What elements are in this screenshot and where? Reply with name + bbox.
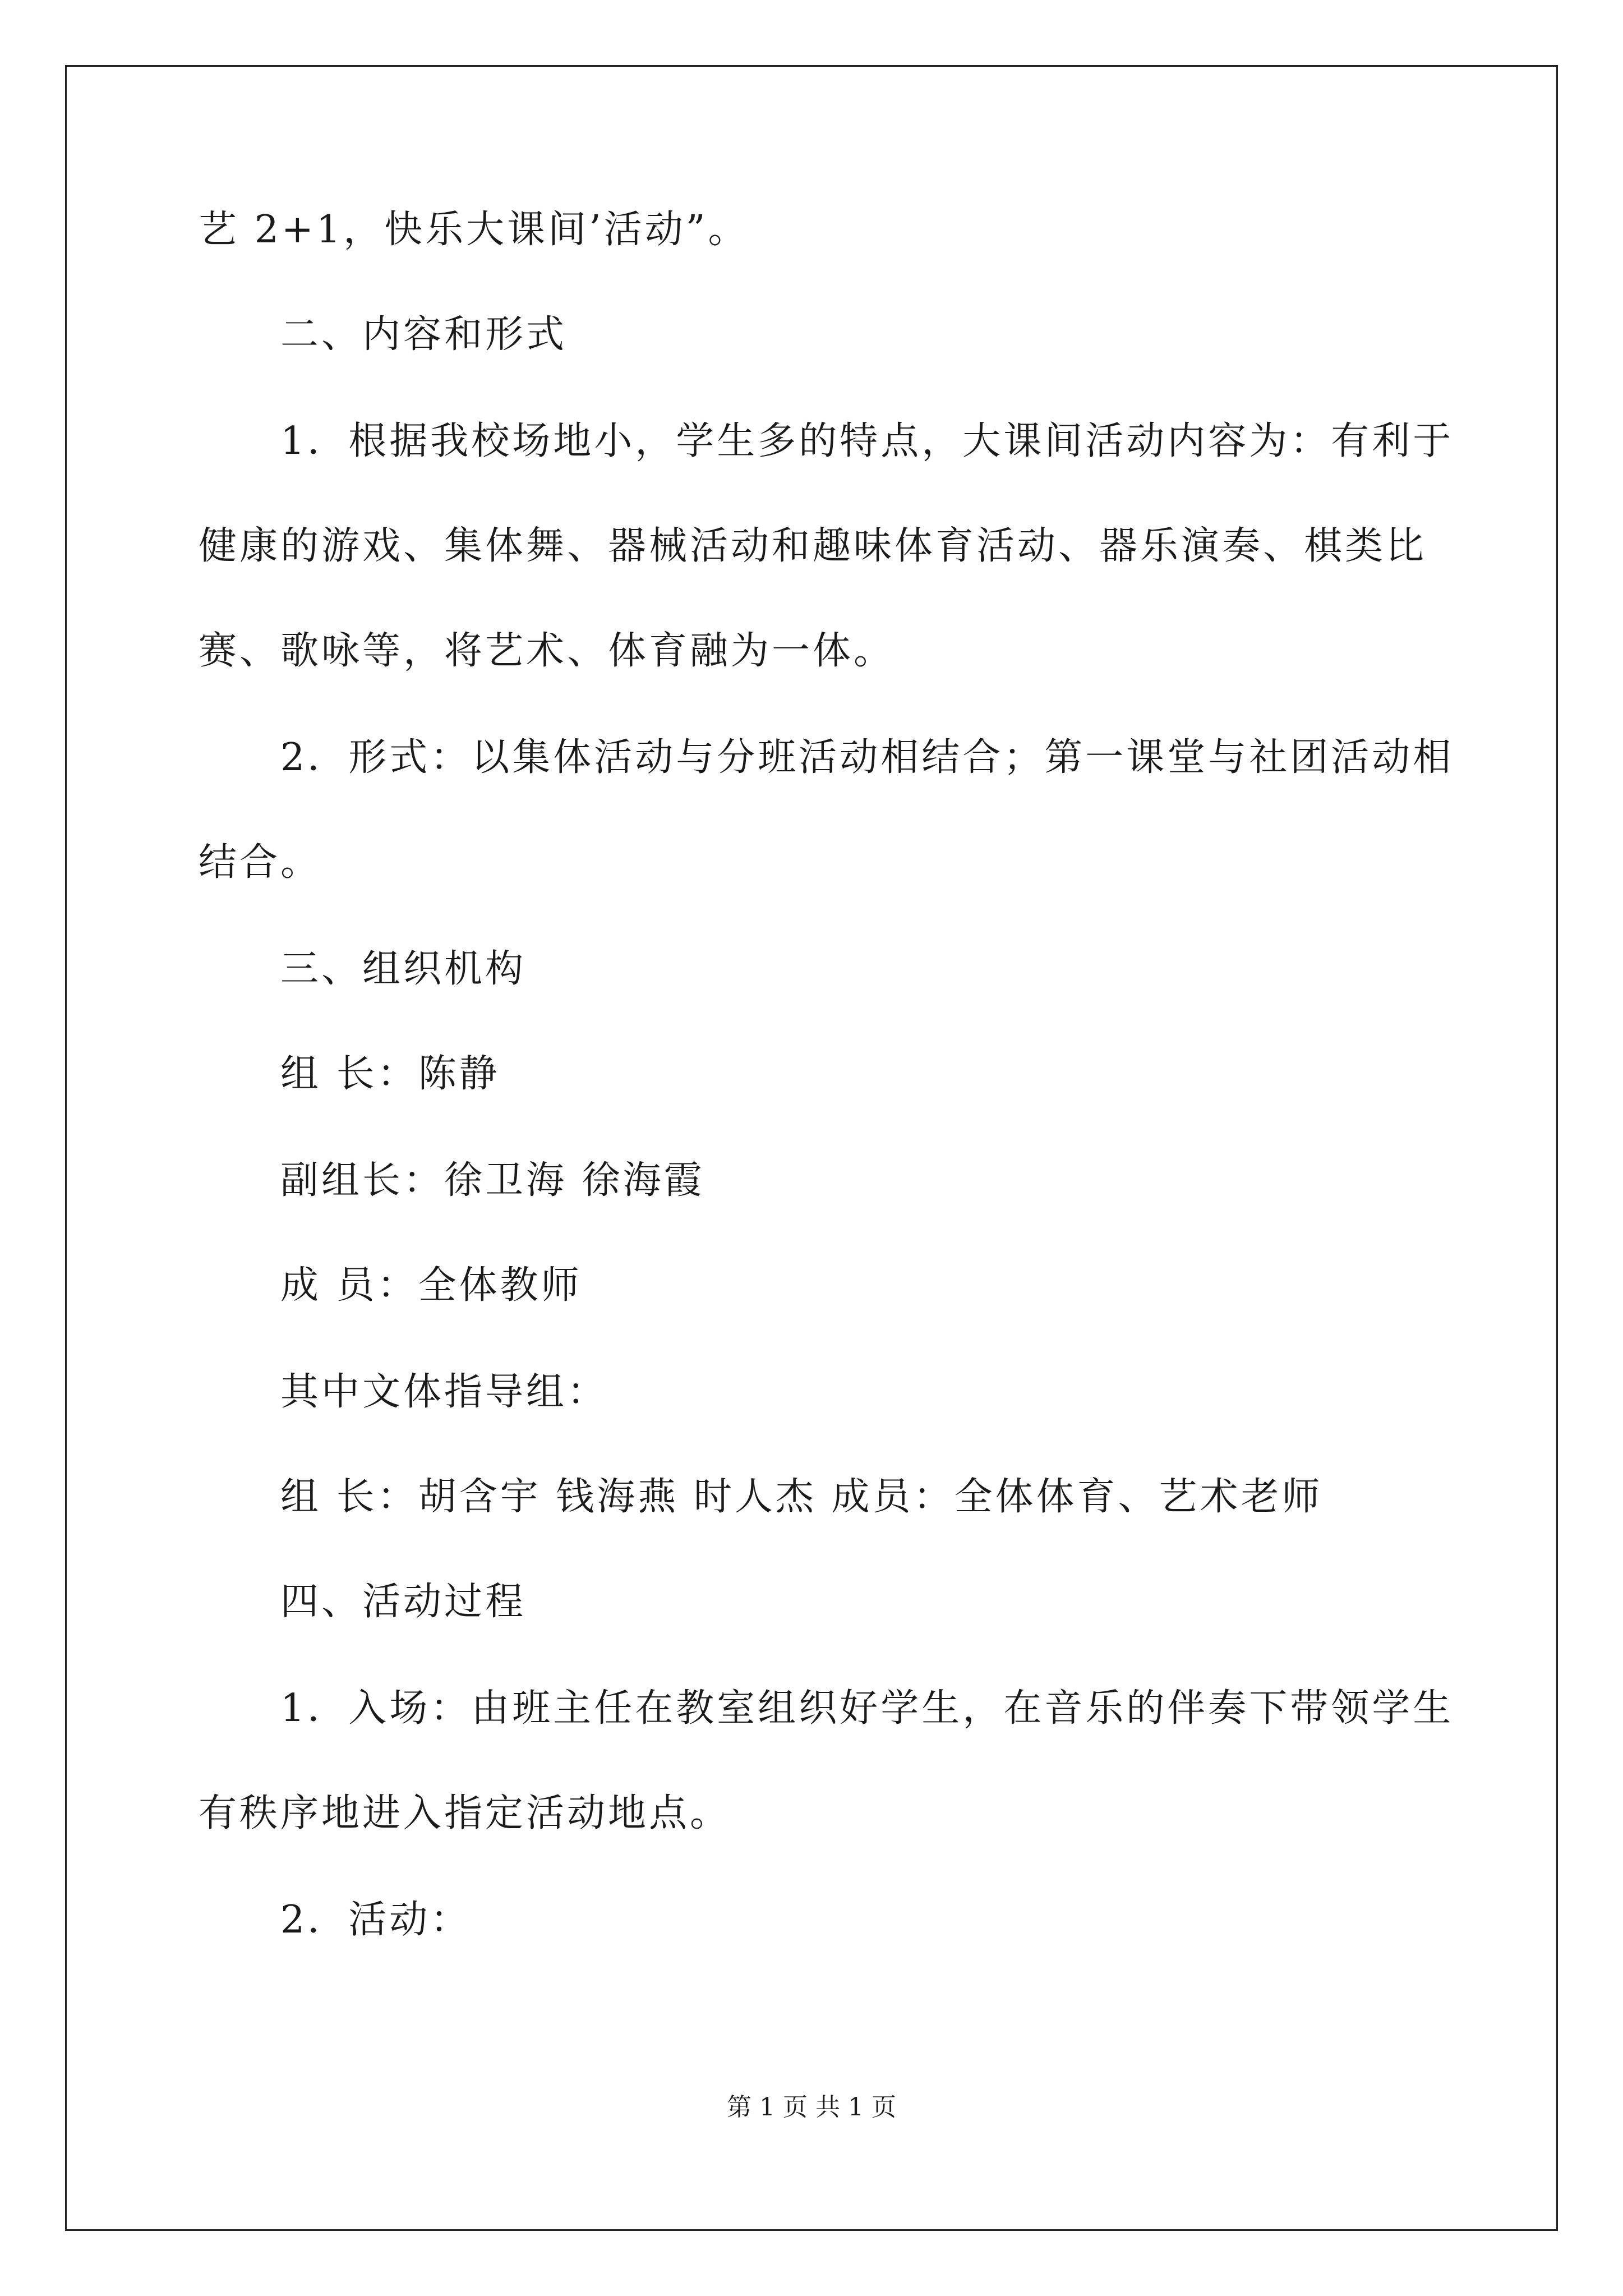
text-line: 结合。 [199, 840, 322, 885]
text-line: 组 长：胡含宇 钱海燕 时人杰 成员：全体体育、艺术老师 [280, 1475, 1323, 1519]
text-line: 成 员：全体教师 [280, 1263, 582, 1308]
text-line: 副组长：徐卫海 徐海霞 [280, 1158, 705, 1203]
text-line: 赛、歌咏等，将艺术、体育融为一体。 [199, 629, 895, 673]
section-heading: 二、内容和形式 [280, 312, 568, 357]
section-heading: 四、活动过程 [280, 1580, 527, 1624]
text-line: 有秩序地进入指定活动地点。 [199, 1791, 731, 1835]
text-line: 健康的游戏、集体舞、器械活动和趣味体育活动、器乐演奏、棋类比 [199, 524, 1427, 568]
page-number-footer: 第 1 页 共 1 页 [727, 2093, 896, 2122]
text-line: 1．入场：由班主任在教室组织好学生，在音乐的伴奏下带领学生 [280, 1686, 1454, 1731]
text-line: 1．根据我校场地小，学生多的特点，大课间活动内容为：有利于 [280, 419, 1454, 463]
section-heading: 三、组织机构 [280, 947, 527, 991]
text-line: 2．活动： [280, 1898, 472, 1942]
text-line: 2．形式：以集体活动与分班活动相结合；第一课堂与社团活动相 [280, 735, 1454, 780]
text-line: 组 长：陈静 [280, 1052, 500, 1096]
text-line: 其中文体指导组： [280, 1370, 608, 1414]
text-line: 艺 2+1，快乐大课间’活动”。 [199, 208, 749, 252]
